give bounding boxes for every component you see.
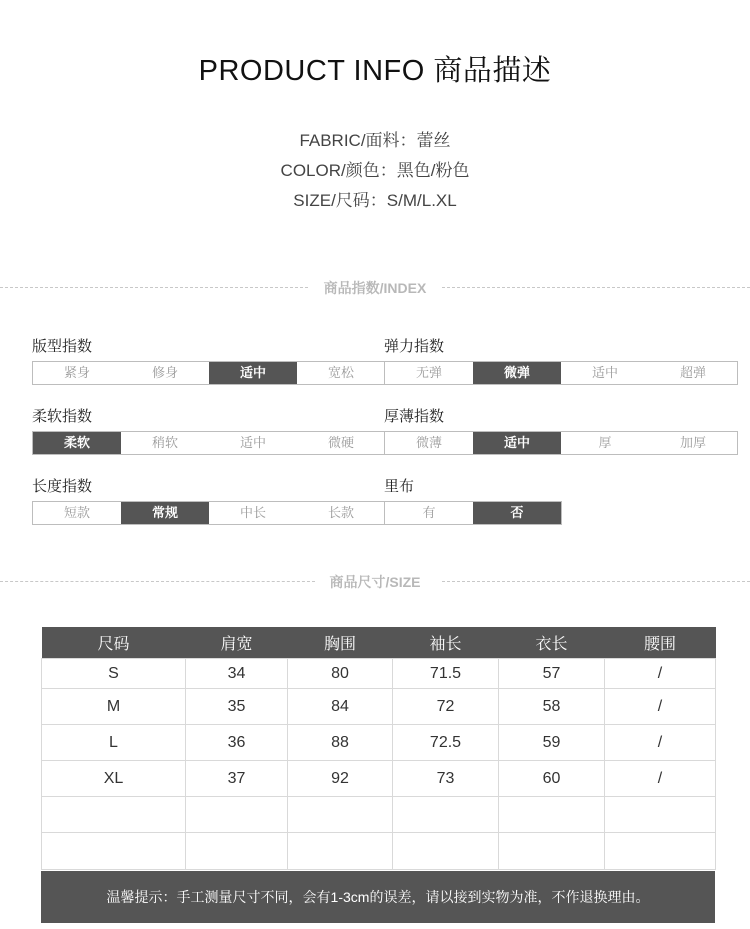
index-title: 版型指数 [32, 338, 93, 355]
index-option-selected: 否 [473, 502, 561, 524]
table-cell [288, 797, 393, 833]
column-header: 肩宽 [186, 627, 288, 659]
table-cell: M [42, 689, 186, 725]
index-block [32, 477, 386, 525]
index-option: 微薄 [415, 435, 442, 450]
table-cell [288, 833, 393, 870]
table-cell: / [605, 725, 716, 761]
column-header: 尺码 [42, 627, 186, 659]
table-cell: 34 [186, 659, 288, 689]
index-option: 短款 [63, 505, 90, 520]
table-cell [499, 797, 605, 833]
index-option: 中长 [239, 505, 266, 520]
index-scale [384, 431, 738, 455]
index-option-selected: 柔软 [33, 432, 121, 454]
index-scale [32, 501, 386, 525]
column-header: 胸围 [288, 627, 393, 659]
table-row [42, 797, 716, 833]
index-scale [32, 361, 386, 385]
index-title: 长度指数 [32, 478, 93, 495]
color-info: COLOR/颜色：黑色/粉色 [280, 161, 470, 180]
table-cell: 71.5 [393, 659, 499, 689]
index-block [32, 407, 386, 455]
table-cell: 92 [288, 761, 393, 797]
notice-banner: 温馨提示：手工测量尺寸不同，会有1-3cm的误差，请以接到实物为准，不作退换理由。 [41, 871, 715, 923]
table-cell [393, 797, 499, 833]
table-cell: 73 [393, 761, 499, 797]
size-table [41, 627, 716, 870]
index-option: 宽松 [327, 365, 354, 380]
index-option: 微硬 [327, 435, 354, 450]
size-section-label: 商品尺寸/SIZE [329, 574, 421, 590]
index-title: 弹力指数 [384, 338, 445, 355]
table-row [42, 689, 716, 725]
index-option: 加厚 [679, 435, 706, 450]
table-cell [393, 833, 499, 870]
table-cell [186, 833, 288, 870]
table-cell [605, 797, 716, 833]
table-cell [42, 833, 186, 870]
index-block [32, 337, 386, 385]
table-row [42, 659, 716, 689]
index-option: 无弹 [415, 365, 442, 380]
table-cell: 35 [186, 689, 288, 725]
index-option: 有 [422, 505, 436, 520]
index-option: 紧身 [63, 365, 90, 380]
column-header: 腰围 [605, 627, 716, 659]
table-cell: 37 [186, 761, 288, 797]
index-title: 柔软指数 [32, 408, 93, 425]
table-row [42, 833, 716, 870]
table-cell: 58 [499, 689, 605, 725]
index-divider [0, 278, 750, 298]
index-block [384, 337, 738, 385]
table-cell: / [605, 761, 716, 797]
page-title: PRODUCT INFO 商品描述 [198, 55, 552, 87]
table-cell: 72 [393, 689, 499, 725]
index-title: 厚薄指数 [384, 408, 445, 425]
column-header: 衣长 [499, 627, 605, 659]
table-cell [499, 833, 605, 870]
table-cell [186, 797, 288, 833]
table-cell: 88 [288, 725, 393, 761]
table-cell: / [605, 659, 716, 689]
index-scale [384, 501, 562, 525]
index-option-selected: 适中 [473, 432, 561, 454]
index-option: 稍软 [151, 435, 178, 450]
table-cell [605, 833, 716, 870]
size-table-body [42, 659, 716, 870]
index-option: 适中 [239, 435, 266, 450]
index-option-selected: 微弹 [473, 362, 561, 384]
index-option: 修身 [151, 365, 178, 380]
divider-line-right [442, 287, 750, 288]
index-option: 适中 [591, 365, 618, 380]
table-cell: 84 [288, 689, 393, 725]
table-cell: L [42, 725, 186, 761]
table-cell: 57 [499, 659, 605, 689]
index-option: 厚 [598, 435, 612, 450]
index-option-selected: 常规 [121, 502, 209, 524]
index-scale [32, 431, 386, 455]
size-table-header [42, 627, 716, 659]
index-block [384, 407, 738, 455]
index-scale [384, 361, 738, 385]
size-info: SIZE/尺码：S/M/L.XL [293, 191, 457, 210]
column-header: 袖长 [393, 627, 499, 659]
divider-line-right [442, 581, 750, 582]
product-info [0, 126, 750, 216]
index-option: 超弹 [679, 365, 706, 380]
index-section-label: 商品指数/INDEX [323, 280, 427, 296]
table-cell: S [42, 659, 186, 689]
table-cell: 59 [499, 725, 605, 761]
fabric-info: FABRIC/面料：蕾丝 [299, 131, 451, 150]
table-cell: 36 [186, 725, 288, 761]
index-title: 里布 [384, 478, 415, 495]
index-option-selected: 适中 [209, 362, 297, 384]
index-option: 长款 [327, 505, 354, 520]
index-block [384, 477, 562, 525]
table-row [42, 761, 716, 797]
table-cell: 72.5 [393, 725, 499, 761]
size-divider [0, 572, 750, 592]
table-row [42, 725, 716, 761]
table-cell: 60 [499, 761, 605, 797]
table-cell: 80 [288, 659, 393, 689]
table-cell [42, 797, 186, 833]
table-cell: / [605, 689, 716, 725]
table-cell: XL [42, 761, 186, 797]
